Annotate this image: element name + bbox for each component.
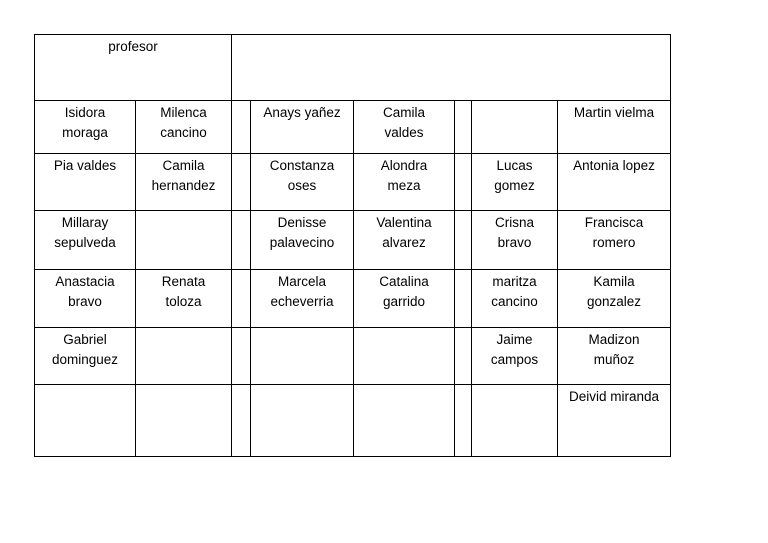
student-name-line: Alondra xyxy=(380,158,428,173)
empty-seat-cell xyxy=(232,270,251,328)
empty-seat-cell xyxy=(455,270,472,328)
empty-seat-cell xyxy=(232,154,251,211)
student-name-line: oses xyxy=(287,178,317,193)
empty-seat-cell xyxy=(251,385,354,457)
empty-seat-cell xyxy=(455,211,472,270)
student-name-line: muñoz xyxy=(593,352,635,367)
empty-seat-cell xyxy=(232,211,251,270)
seat-cell xyxy=(35,328,136,385)
student-name-line: Renata xyxy=(161,274,206,289)
student-name-line: meza xyxy=(387,178,421,193)
empty-seat-cell xyxy=(251,328,354,385)
seat-cell xyxy=(136,154,232,211)
empty-seat-cell xyxy=(455,154,472,211)
seat-cell xyxy=(354,154,455,211)
empty-seat-cell xyxy=(455,101,472,154)
empty-seat-cell xyxy=(472,101,558,154)
empty-seat-cell xyxy=(136,328,232,385)
seat-cell xyxy=(472,328,558,385)
empty-seat-cell xyxy=(354,385,455,457)
teacher-desk-cell xyxy=(35,35,232,101)
header-row xyxy=(35,35,671,101)
table-row xyxy=(35,101,671,154)
empty-seat-cell xyxy=(354,328,455,385)
empty-seat-cell xyxy=(455,385,472,457)
student-name-line: Marcela xyxy=(277,274,326,289)
table-row xyxy=(35,154,671,211)
seating-chart-table xyxy=(34,34,671,457)
seat-cell xyxy=(558,101,671,154)
table-row xyxy=(35,385,671,457)
seat-cell xyxy=(558,211,671,270)
seat-cell xyxy=(251,154,354,211)
seat-cell xyxy=(472,270,558,328)
seat-cell xyxy=(136,101,232,154)
student-name-line: Lucas xyxy=(496,158,533,173)
student-name-line: bravo xyxy=(497,235,532,250)
empty-seat-cell xyxy=(232,101,251,154)
table-row xyxy=(35,270,671,328)
table-row xyxy=(35,211,671,270)
student-name-line: Camila xyxy=(162,158,205,173)
student-name-line: Jaime xyxy=(496,332,533,347)
student-name-line: maritza xyxy=(492,274,537,289)
seat-cell xyxy=(35,154,136,211)
empty-seat-cell xyxy=(455,328,472,385)
seat-cell xyxy=(472,211,558,270)
student-name-line: Milenca xyxy=(160,105,207,120)
student-name-line: Deivid miranda xyxy=(568,389,660,404)
student-name-line: Kamila xyxy=(593,274,635,289)
seat-cell xyxy=(558,270,671,328)
student-name-line: cancino xyxy=(160,125,207,140)
seat-cell xyxy=(251,270,354,328)
seat-cell xyxy=(35,101,136,154)
student-name-line: Antonia lopez xyxy=(573,158,655,173)
empty-seat-cell xyxy=(136,211,232,270)
student-name-line: Anays yañez xyxy=(263,105,341,120)
teacher-label: profesor xyxy=(108,39,158,54)
empty-seat-cell xyxy=(35,385,136,457)
student-name-line: Madizon xyxy=(588,332,640,347)
student-name-line: cancino xyxy=(491,294,538,309)
seat-cell xyxy=(558,328,671,385)
student-name-line: hernandez xyxy=(151,178,216,193)
student-name-line: campos xyxy=(490,352,539,367)
student-name-line: sepulveda xyxy=(54,235,116,250)
student-name-line: dominguez xyxy=(51,352,119,367)
table-row xyxy=(35,328,671,385)
empty-seat-cell xyxy=(472,385,558,457)
student-name-line: Millaray xyxy=(61,215,109,230)
seat-cell xyxy=(354,211,455,270)
student-name-line: Martin vielma xyxy=(573,105,655,120)
seat-cell xyxy=(35,270,136,328)
seat-cell xyxy=(35,211,136,270)
student-name-line: Valentina xyxy=(376,215,432,230)
seat-cell xyxy=(472,154,558,211)
student-name-line: alvarez xyxy=(382,235,426,250)
seat-cell xyxy=(558,154,671,211)
student-name-line: echeverria xyxy=(270,294,334,309)
seat-cell xyxy=(251,101,354,154)
student-name-line: moraga xyxy=(62,125,108,140)
empty-seat-cell xyxy=(232,385,251,457)
student-name-line: Anastacia xyxy=(55,274,115,289)
student-name-line: Constanza xyxy=(269,158,335,173)
seat-cell xyxy=(354,270,455,328)
student-name-line: bravo xyxy=(68,294,102,309)
empty-seat-cell xyxy=(232,328,251,385)
student-name-line: Catalina xyxy=(379,274,429,289)
empty-seat-cell xyxy=(136,385,232,457)
student-name-line: Denisse xyxy=(277,215,327,230)
student-name-line: Isidora xyxy=(64,105,106,120)
student-name-line: toloza xyxy=(165,294,202,309)
student-name-line: Crisna xyxy=(494,215,534,230)
seat-cell xyxy=(251,211,354,270)
seat-cell xyxy=(354,101,455,154)
seat-cell xyxy=(558,385,671,457)
student-name-line: Camila xyxy=(382,105,425,120)
student-name-line: gomez xyxy=(494,178,535,193)
student-name-line: Francisca xyxy=(584,215,644,230)
header-empty-cell xyxy=(232,35,671,101)
student-name-line: romero xyxy=(592,235,636,250)
student-name-line: Pia valdes xyxy=(53,158,117,173)
student-name-line: palavecino xyxy=(269,235,335,250)
student-name-line: Gabriel xyxy=(63,332,107,347)
student-name-line: valdes xyxy=(384,125,424,140)
student-name-line: garrido xyxy=(382,294,426,309)
student-name-line: gonzalez xyxy=(586,294,642,309)
seat-cell xyxy=(136,270,232,328)
